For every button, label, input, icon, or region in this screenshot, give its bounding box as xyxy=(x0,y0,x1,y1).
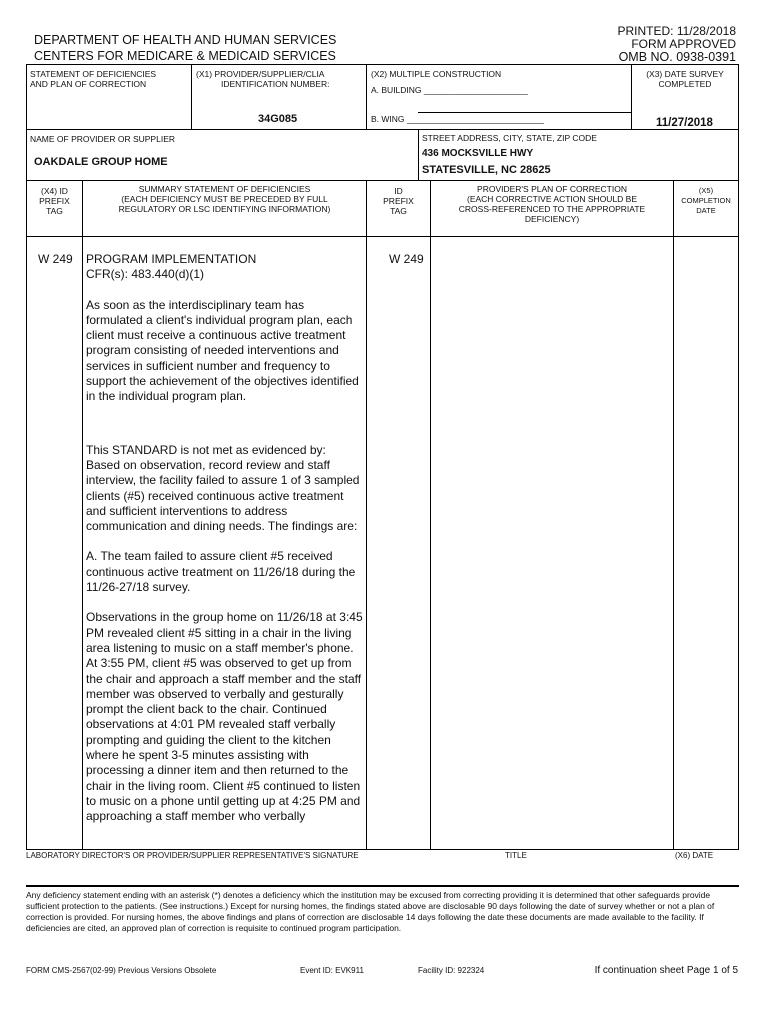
print-info xyxy=(617,25,736,64)
survey-date: 11/27/2018 xyxy=(656,117,713,129)
form-number: FORM CMS-2567(02-99) Previous Versions Obsolete xyxy=(26,966,217,975)
id-header-2: PREFIX xyxy=(383,196,414,206)
x5-header xyxy=(674,186,738,216)
rule-columns xyxy=(26,180,739,181)
id-header-1: ID xyxy=(394,186,403,196)
col-divider-1 xyxy=(82,180,83,850)
deficiency-cfr: CFR(s): 483.440(d)(1) xyxy=(86,267,205,282)
rule-provider xyxy=(26,129,739,130)
paragraph-standard: As soon as the interdisciplinary team has formulated a client's individual program plan, each client must receive a continuous active treatment program consisting of needed interventions and services in sufficient number and frequency to support the achievement of the objectives identified in the individual program plan. xyxy=(86,297,359,404)
plan-header-4: DEFICIENCY) xyxy=(524,214,580,224)
plan-header-3: CROSS-REFERENCED TO THE APPROPRIATE xyxy=(458,204,646,214)
id-header-3: TAG xyxy=(390,206,407,216)
plan-header-2: (EACH CORRECTIVE ACTION SHOULD BE xyxy=(466,194,638,204)
x5-header-3: DATE xyxy=(696,206,716,215)
omb-number: OMB NO. 0938-0391 xyxy=(618,50,736,64)
address-line-2: STATESVILLE, NC 28625 xyxy=(422,164,551,176)
x3-label xyxy=(632,69,738,89)
statement-label-1: STATEMENT OF DEFICIENCIES xyxy=(30,69,157,79)
plan-header xyxy=(431,184,673,224)
x1-label-2: IDENTIFICATION NUMBER: xyxy=(221,79,330,89)
divider-x2 xyxy=(366,64,367,129)
summary-header-1: SUMMARY STATEMENT OF DEFICIENCIES xyxy=(138,184,311,194)
col-divider-4 xyxy=(673,180,674,850)
form-approved: FORM APPROVED xyxy=(631,37,736,51)
address-label: STREET ADDRESS, CITY, STATE, ZIP CODE xyxy=(422,133,597,143)
x1-label xyxy=(196,69,362,89)
paragraph-observations: Observations in the group home on 11/26/18 at 3:45 PM revealed client #5 sitting in a chair in the living area listening to music on a staff member's phone. At 3:55 PM, client #5 was observed to get up from the chair and approach a staff member and the staff member was observed to verbally and gesturally prompt the client back to the chair. Continued observations at 4:01 PM revealed staff verbally prompting and guiding the client to the kitchen where he spent 3-5 minutes assisting with processing a dinner item and then returned to the chair in the living room. Client #5 continued to listen to music on a phone until getting up at 4:25 PM and approaching a staff member who verbally xyxy=(86,610,363,824)
x1-label-1: (X1) PROVIDER/SUPPLIER/CLIA xyxy=(196,69,325,79)
x5-header-1: (X5) xyxy=(698,186,714,195)
summary-header-3: REGULATORY OR LSC IDENTIFYING INFORMATION) xyxy=(118,204,331,214)
rule-disclaimer xyxy=(26,885,739,887)
statement-label-2: AND PLAN OF CORRECTION xyxy=(30,79,147,89)
signature-label: LABORATORY DIRECTOR'S OR PROVIDER/SUPPLIER REPRESENTATIVE'S SIGNATURE xyxy=(26,851,359,860)
x2-building: A. BUILDING ______________________ xyxy=(371,85,528,95)
paragraph-finding-a: A. The team failed to assure client #5 received continuous active treatment on 11/26/18 during the 11/26-27/18 survey. xyxy=(86,549,356,595)
x4-header xyxy=(27,186,82,216)
printed-date: PRINTED: 11/28/2018 xyxy=(617,24,736,38)
col-divider-2 xyxy=(366,180,367,850)
agency-line-1: DEPARTMENT OF HEALTH AND HUMAN SERVICES xyxy=(34,33,337,47)
rule-wing xyxy=(418,112,631,113)
x4-header-2: PREFIX xyxy=(39,196,70,206)
x5-header-2: COMPLETION xyxy=(681,196,731,205)
agency-line-2: CENTERS FOR MEDICARE & MEDICAID SERVICES xyxy=(34,49,336,63)
divider-address xyxy=(418,129,419,180)
page-indicator: If continuation sheet Page 1 of 5 xyxy=(594,965,738,976)
statement-label xyxy=(30,69,156,89)
left-prefix-tag: W 249 xyxy=(38,252,73,266)
provider-name: OAKDALE GROUP HOME xyxy=(34,156,168,168)
facility-id: Facility ID: 922324 xyxy=(418,966,485,975)
paragraph-evidence: This STANDARD is not met as evidenced by: Based on observation, record review and staff interview, the facility failed to assure 1 of 3 sampled clients (#5) received continuous active treatment and sufficient interventions to address communication and dining needs. The findings are: xyxy=(86,442,360,534)
divider-x1 xyxy=(191,64,192,129)
address-line-1: 436 MOCKSVILLE HWY xyxy=(422,148,534,159)
id-header xyxy=(367,186,430,216)
x3-label-1: (X3) DATE SURVEY xyxy=(646,69,724,79)
rule-body xyxy=(26,236,739,237)
col-divider-3 xyxy=(430,180,431,850)
disclaimer: Any deficiency statement ending with an asterisk (*) denotes a deficiency which the institution may be excused from correcting providing it is determined that other safeguards provide sufficient protection to the patients. (See instructions.) Except for nursing homes, the findings stated above are disclosable 90 days following the date of survey whether or not a plan of correction is provided. For nursing homes, the above findings and plans of correction are disclosable 14 days following the date these documents are made available to the facility. If deficiencies are cited, an approved plan of correction is requisite to continued program participation. xyxy=(26,890,715,933)
deficiency-title: PROGRAM IMPLEMENTATION xyxy=(86,252,257,266)
summary-header xyxy=(83,184,366,214)
signature-date: (X6) DATE xyxy=(675,851,714,860)
provider-id: 34G085 xyxy=(258,113,298,125)
signature-title: TITLE xyxy=(505,851,527,860)
event-id: Event ID: EVK911 xyxy=(300,966,364,975)
deficiency-text xyxy=(86,252,363,840)
agency-header xyxy=(34,32,336,64)
x3-label-2: COMPLETED xyxy=(658,79,712,89)
x4-header-3: TAG xyxy=(46,206,63,216)
plan-header-1: PROVIDER'S PLAN OF CORRECTION xyxy=(477,184,627,194)
right-prefix-tag: W 249 xyxy=(389,252,424,266)
x2-wing: B. WING _____________________________ xyxy=(371,114,544,124)
x4-header-1: (X4) ID xyxy=(41,186,68,196)
provider-label: NAME OF PROVIDER OR SUPPLIER xyxy=(30,134,175,144)
x2-label: (X2) MULTIPLE CONSTRUCTION xyxy=(371,69,502,79)
summary-header-2: (EACH DEFICIENCY MUST BE PRECEDED BY FULL xyxy=(121,194,328,204)
